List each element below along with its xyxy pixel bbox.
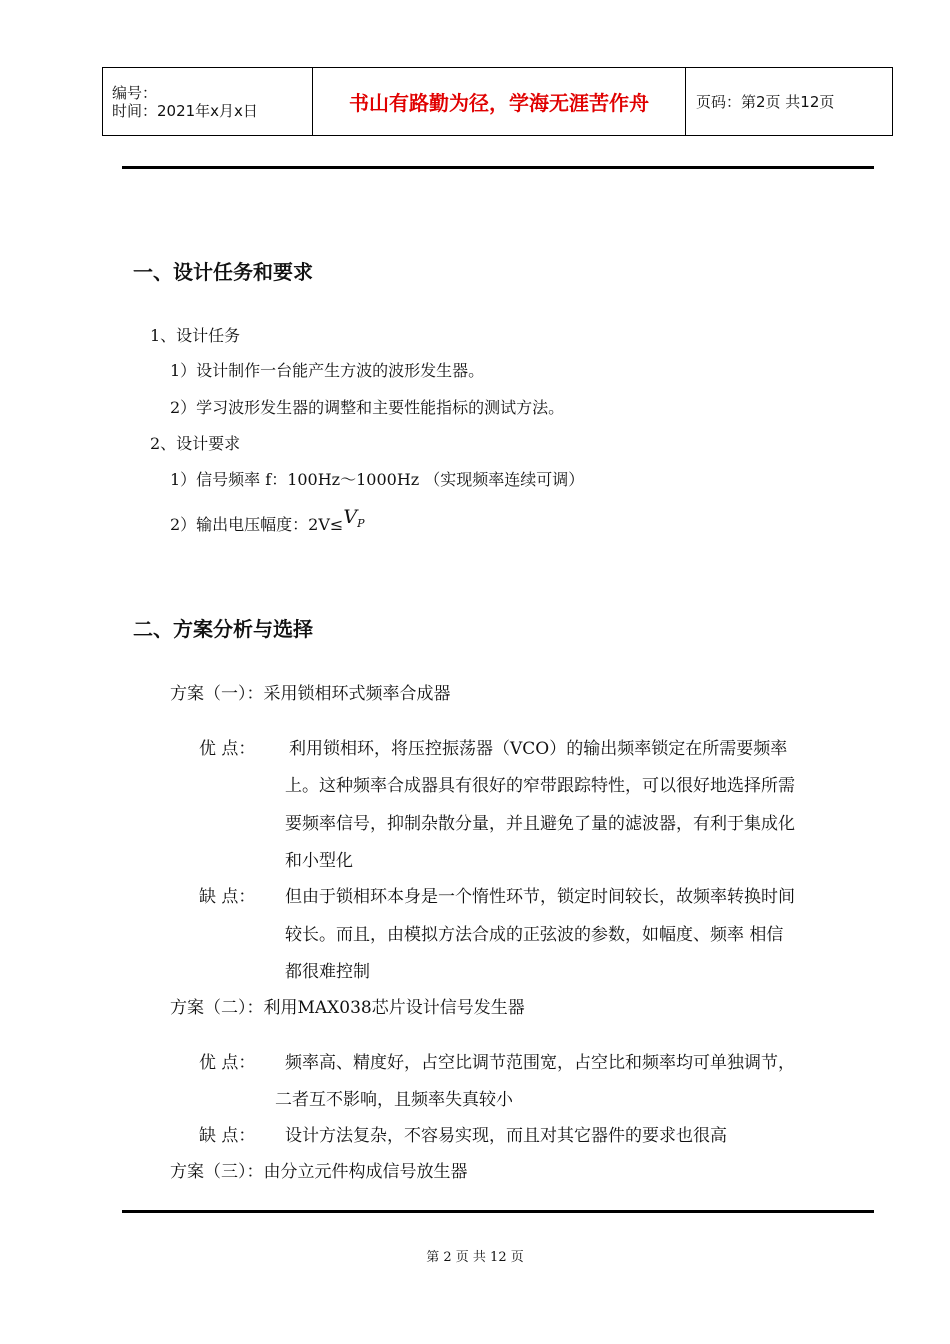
plan1-dis-line: 都很难控制: [285, 962, 370, 982]
design-task-heading: 1、设计任务: [150, 326, 241, 345]
top-rule: [122, 166, 874, 169]
plan1-adv-line: 上。这种频率合成器具有很好的窄带跟踪特性，可以很好地选择所需: [285, 776, 795, 796]
vp-symbol: [343, 506, 364, 528]
plan1-title: 方案（一）：采用锁相环式频率合成器: [170, 684, 451, 704]
voltage-text: 2）输出电压幅度：2V≤: [170, 515, 344, 534]
plan1-adv-line: 利用锁相环，将压控振荡器（VCO）的输出频率锁定在所需要频率: [289, 739, 788, 759]
motto: 书山有路勤为径，学海无涯苦作舟: [313, 68, 686, 136]
time-label: 时间：2021年x月x日: [112, 101, 258, 120]
plan2-dis-text: 设计方法复杂，不容易实现，而且对其它器件的要求也很高: [285, 1126, 727, 1146]
plan1-dis-label: 缺 点：: [199, 887, 256, 907]
header-meta-cell: [103, 68, 313, 136]
plan3-title: 方案（三）：由分立元件构成信号放生器: [170, 1162, 468, 1182]
page-footer: 第 2 页 共 12 页: [426, 1250, 524, 1265]
vp-subscript: P: [357, 517, 365, 530]
plan1-adv-line: 和小型化: [285, 851, 353, 871]
vp-letter: V: [343, 506, 358, 528]
plan2-dis-label: 缺 点：: [199, 1126, 256, 1146]
number-label: 编号：: [112, 83, 158, 102]
section1-title: 一、设计任务和要求: [133, 260, 313, 284]
design-req-item: 1）信号频率 f：100Hz～1000Hz （实现频率连续可调）: [170, 470, 585, 489]
plan2-adv-line: 二者互不影响，且频率失真较小: [275, 1090, 513, 1110]
plan1-dis-line: 较长。而且，由模拟方法合成的正弦波的参数，如幅度、频率 相信: [285, 925, 784, 945]
page-code: 页码：第2页 共12页: [686, 68, 893, 136]
section2-title: 二、方案分析与选择: [133, 617, 313, 641]
header-table: [102, 67, 893, 136]
plan1-adv-label: 优 点：: [199, 739, 256, 759]
plan2-title: 方案（二）：利用MAX038芯片设计信号发生器: [170, 998, 525, 1018]
plan2-adv-line: 频率高、精度好，占空比调节范围宽，占空比和频率均可单独调节，: [285, 1053, 795, 1073]
design-task-item: 2）学习波形发生器的调整和主要性能指标的测试方法。: [170, 398, 565, 417]
plan1-adv-line: 要频率信号，抑制杂散分量，并且避免了量的滤波器，有利于集成化: [285, 814, 795, 834]
bottom-rule: [122, 1210, 874, 1213]
design-req-item-voltage: [170, 506, 365, 538]
design-task-item: 1）设计制作一台能产生方波的波形发生器。: [170, 361, 485, 380]
plan1-dis-line: 但由于锁相环本身是一个惰性环节，锁定时间较长，故频率转换时间: [285, 887, 795, 907]
plan2-adv-label: 优 点：: [199, 1053, 256, 1073]
design-req-heading: 2、设计要求: [150, 434, 241, 453]
